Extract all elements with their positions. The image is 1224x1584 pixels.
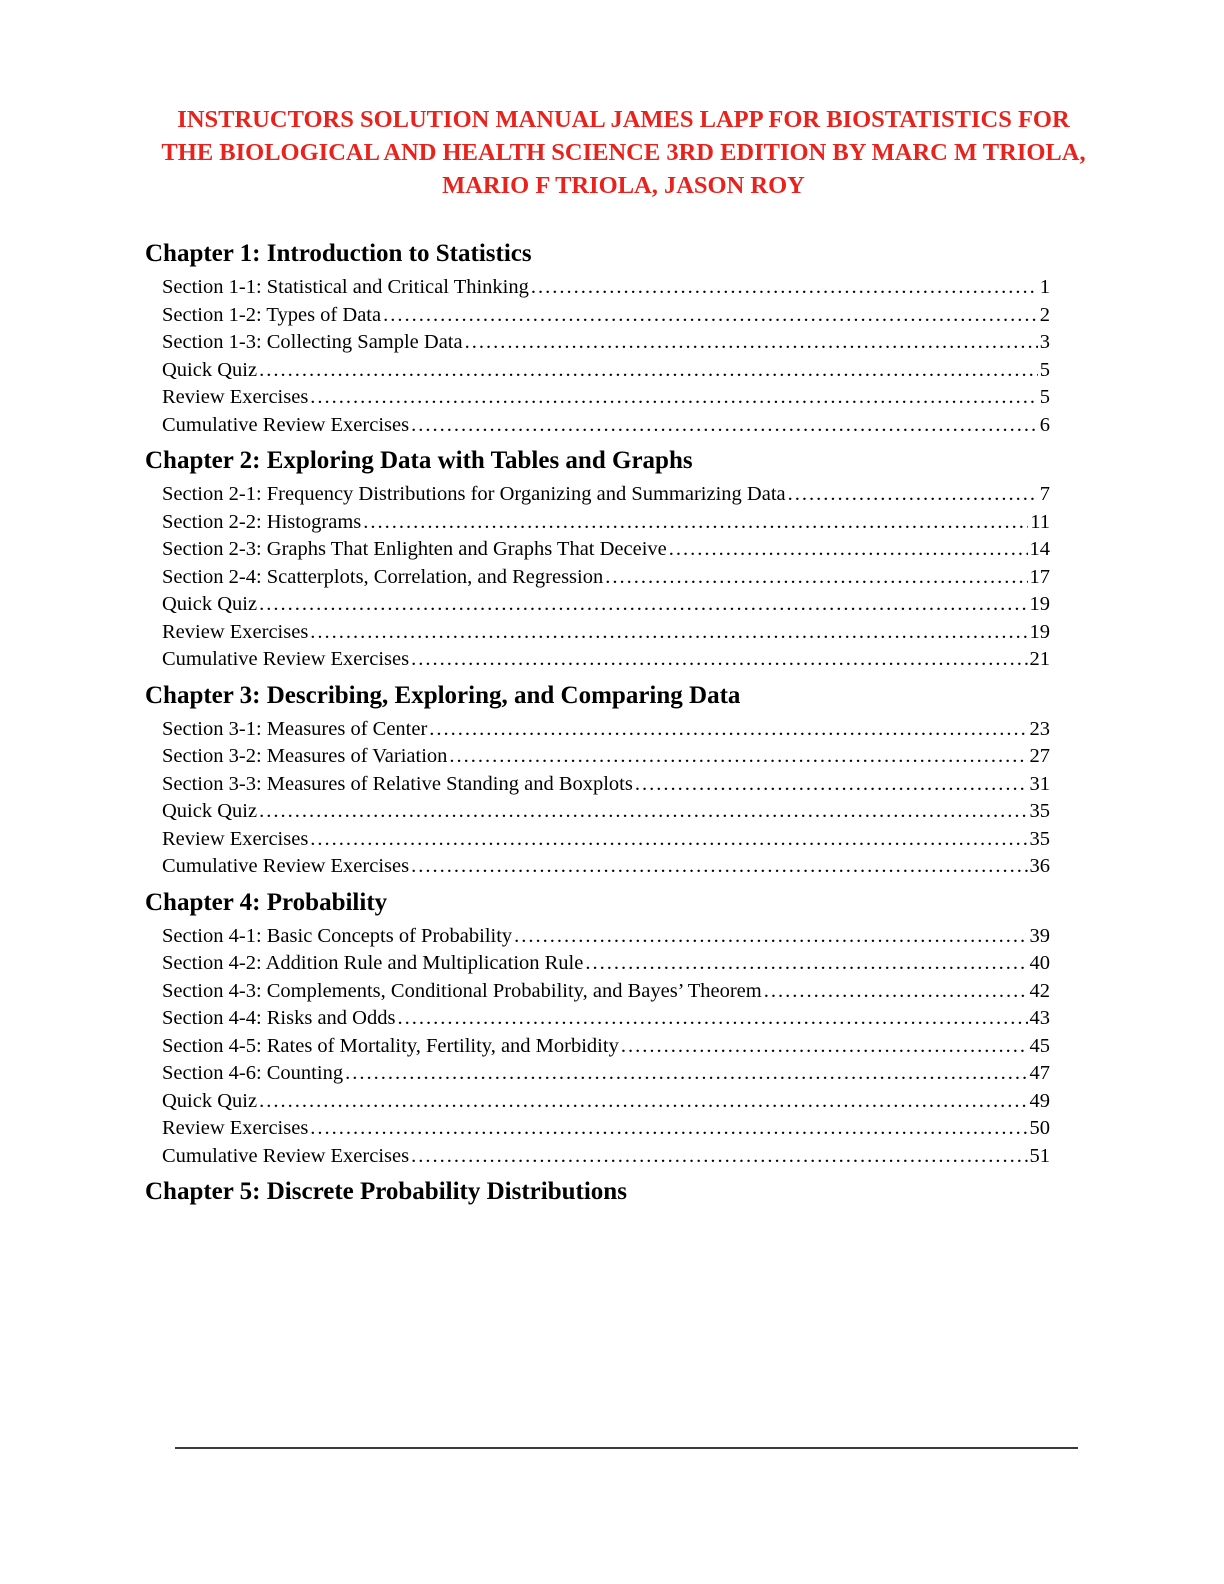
toc-entry-label: Section 1-2: Types of Data — [162, 303, 382, 326]
toc-entry — [162, 1143, 1050, 1171]
toc-entry — [162, 771, 1050, 799]
toc-entry — [162, 591, 1050, 619]
toc-entry — [162, 1060, 1050, 1088]
toc-leader-dots — [310, 826, 1027, 854]
toc-entry-label: Section 4-3: Complements, Conditional Probability, and Bayes’ Theorem — [162, 979, 762, 1002]
toc-entry-page-number: 21 — [1029, 648, 1050, 670]
toc-leader-dots — [429, 716, 1027, 744]
toc-entry-page-number: 51 — [1029, 1144, 1050, 1167]
toc-leader-dots — [363, 509, 1028, 537]
toc-entry-page-number: 31 — [1029, 772, 1050, 795]
toc-entry-page-number: 45 — [1029, 1034, 1050, 1057]
toc-entry — [162, 274, 1050, 302]
toc-entry — [162, 743, 1050, 771]
toc-leader-dots — [411, 853, 1027, 881]
toc-entry — [162, 978, 1050, 1006]
toc-entry-page-number: 1 — [1039, 276, 1050, 298]
toc-entry — [162, 302, 1050, 330]
toc-entry-label: Section 4-1: Basic Concepts of Probability — [162, 924, 513, 947]
toc-leader-dots — [259, 357, 1038, 385]
toc-entry — [162, 509, 1050, 537]
toc-entry-label: Section 3-1: Measures of Center — [162, 717, 428, 740]
chapter-heading: Chapter 3: Describing, Exploring, and Comparing Data — [145, 681, 741, 709]
toc-entry-page-number: 2 — [1039, 303, 1050, 326]
toc-entry-label: Section 4-6: Counting — [162, 1062, 344, 1084]
toc-leader-dots — [514, 923, 1027, 951]
toc-entry — [162, 412, 1050, 440]
table-of-contents — [0, 238, 1224, 1208]
toc-leader-dots — [397, 1005, 1027, 1033]
toc-entry — [162, 481, 1050, 509]
toc-entry-page-number: 11 — [1030, 510, 1050, 533]
toc-entry — [162, 1005, 1050, 1033]
toc-entry-label: Section 1-3: Collecting Sample Data — [162, 331, 463, 353]
toc-leader-dots — [531, 274, 1038, 302]
toc-entry-label: Review Exercises — [162, 827, 309, 850]
document-title-line-3: MARIO F TRIOLA, JASON ROY — [442, 172, 805, 199]
document-title-line-1: INSTRUCTORS SOLUTION MANUAL JAMES LAPP FOR BIOSTATISTICS FOR — [177, 106, 1070, 133]
toc-entry — [162, 826, 1050, 854]
chapter-heading: Chapter 4: Probability — [145, 888, 388, 916]
toc-leader-dots — [411, 1143, 1027, 1171]
toc-entry — [162, 357, 1050, 385]
toc-leader-dots — [585, 950, 1027, 978]
toc-entry-label: Cumulative Review Exercises — [162, 1144, 410, 1167]
toc-entry — [162, 619, 1050, 647]
toc-entry-page-number: 35 — [1029, 800, 1050, 822]
footer-rule — [175, 1447, 1078, 1449]
toc-entry-page-number: 14 — [1029, 538, 1050, 560]
toc-entry-page-number: 6 — [1039, 413, 1050, 436]
toc-entry-page-number: 50 — [1029, 1117, 1050, 1139]
toc-entry-page-number: 23 — [1029, 717, 1050, 740]
toc-entry-label: Cumulative Review Exercises — [162, 413, 410, 436]
toc-leader-dots — [259, 1088, 1027, 1116]
toc-leader-dots — [259, 591, 1027, 619]
toc-leader-dots — [383, 302, 1038, 330]
toc-entry-page-number: 19 — [1029, 620, 1050, 643]
toc-leader-dots — [259, 798, 1027, 826]
toc-entry-label: Review Exercises — [162, 620, 309, 643]
toc-entry-label: Section 4-4: Risks and Odds — [162, 1007, 396, 1029]
toc-entry — [162, 950, 1050, 978]
toc-entry-label: Section 2-3: Graphs That Enlighten and Graphs That Deceive — [162, 538, 667, 560]
document-title-line-2: THE BIOLOGICAL AND HEALTH SCIENCE 3RD EDITION BY MARC M TRIOLA, — [161, 139, 1086, 166]
document-title — [0, 0, 1224, 202]
toc-entry-label: Section 4-5: Rates of Mortality, Fertility, and Morbidity — [162, 1034, 619, 1057]
toc-entry — [162, 1088, 1050, 1116]
toc-entry — [162, 853, 1050, 881]
toc-entry-label: Section 3-3: Measures of Relative Standing and Boxplots — [162, 772, 633, 795]
toc-leader-dots — [310, 1115, 1027, 1143]
toc-leader-dots — [310, 384, 1037, 412]
toc-entry — [162, 1115, 1050, 1143]
toc-entry-page-number: 40 — [1029, 952, 1050, 974]
toc-entry-page-number: 19 — [1029, 593, 1050, 615]
toc-leader-dots — [411, 646, 1027, 674]
toc-entry-page-number: 5 — [1039, 386, 1050, 408]
toc-entry-label: Quick Quiz — [162, 800, 258, 822]
toc-entry-page-number: 39 — [1029, 924, 1050, 947]
toc-entry — [162, 716, 1050, 744]
toc-entry-label: Cumulative Review Exercises — [162, 855, 410, 877]
toc-leader-dots — [310, 619, 1027, 647]
toc-entry-label: Section 1-1: Statistical and Critical Thinking — [162, 276, 529, 298]
toc-entry-page-number: 49 — [1029, 1089, 1050, 1112]
toc-entry — [162, 384, 1050, 412]
toc-entry-label: Section 3-2: Measures of Variation — [162, 745, 448, 767]
toc-entry — [162, 536, 1050, 564]
toc-entry — [162, 1033, 1050, 1061]
toc-entry-page-number: 3 — [1039, 331, 1050, 353]
toc-entry-label: Review Exercises — [162, 386, 309, 408]
toc-entry — [162, 923, 1050, 951]
toc-entry-page-number: 27 — [1029, 745, 1050, 767]
chapter-heading: Chapter 5: Discrete Probability Distributions — [145, 1178, 627, 1205]
toc-leader-dots — [449, 743, 1027, 771]
toc-leader-dots — [788, 481, 1038, 509]
toc-entry — [162, 646, 1050, 674]
toc-leader-dots — [669, 536, 1028, 564]
toc-entry-label: Quick Quiz — [162, 593, 258, 615]
toc-leader-dots — [411, 412, 1038, 440]
chapter-heading: Chapter 1: Introduction to Statistics — [145, 240, 532, 267]
toc-leader-dots — [605, 564, 1027, 592]
toc-entry-label: Review Exercises — [162, 1117, 309, 1139]
toc-leader-dots — [635, 771, 1028, 799]
toc-leader-dots — [345, 1060, 1027, 1088]
toc-entry — [162, 564, 1050, 592]
toc-entry-page-number: 47 — [1029, 1062, 1050, 1084]
toc-entry-page-number: 17 — [1029, 565, 1050, 588]
toc-entry-page-number: 7 — [1039, 483, 1050, 505]
toc-leader-dots — [465, 329, 1038, 357]
toc-entry-page-number: 5 — [1039, 358, 1050, 381]
toc-entry-label: Quick Quiz — [162, 1089, 258, 1112]
toc-leader-dots — [621, 1033, 1028, 1061]
toc-entry-page-number: 35 — [1029, 827, 1050, 850]
toc-entry-label: Section 2-1: Frequency Distributions for Organizing and Summarizing Data — [162, 483, 786, 505]
toc-entry — [162, 329, 1050, 357]
toc-entry-page-number: 36 — [1029, 855, 1050, 877]
toc-entry — [162, 798, 1050, 826]
toc-entry-label: Quick Quiz — [162, 358, 258, 381]
toc-entry-page-number: 43 — [1029, 1007, 1050, 1029]
chapter-heading: Chapter 2: Exploring Data with Tables and Graphs — [145, 447, 693, 474]
toc-entry-label: Section 2-2: Histograms — [162, 510, 362, 533]
toc-entry-label: Cumulative Review Exercises — [162, 648, 410, 670]
toc-entry-label: Section 4-2: Addition Rule and Multiplication Rule — [162, 952, 584, 974]
toc-entry-label: Section 2-4: Scatterplots, Correlation, and Regression — [162, 565, 604, 588]
toc-entry-page-number: 42 — [1029, 979, 1050, 1002]
toc-leader-dots — [764, 978, 1028, 1006]
